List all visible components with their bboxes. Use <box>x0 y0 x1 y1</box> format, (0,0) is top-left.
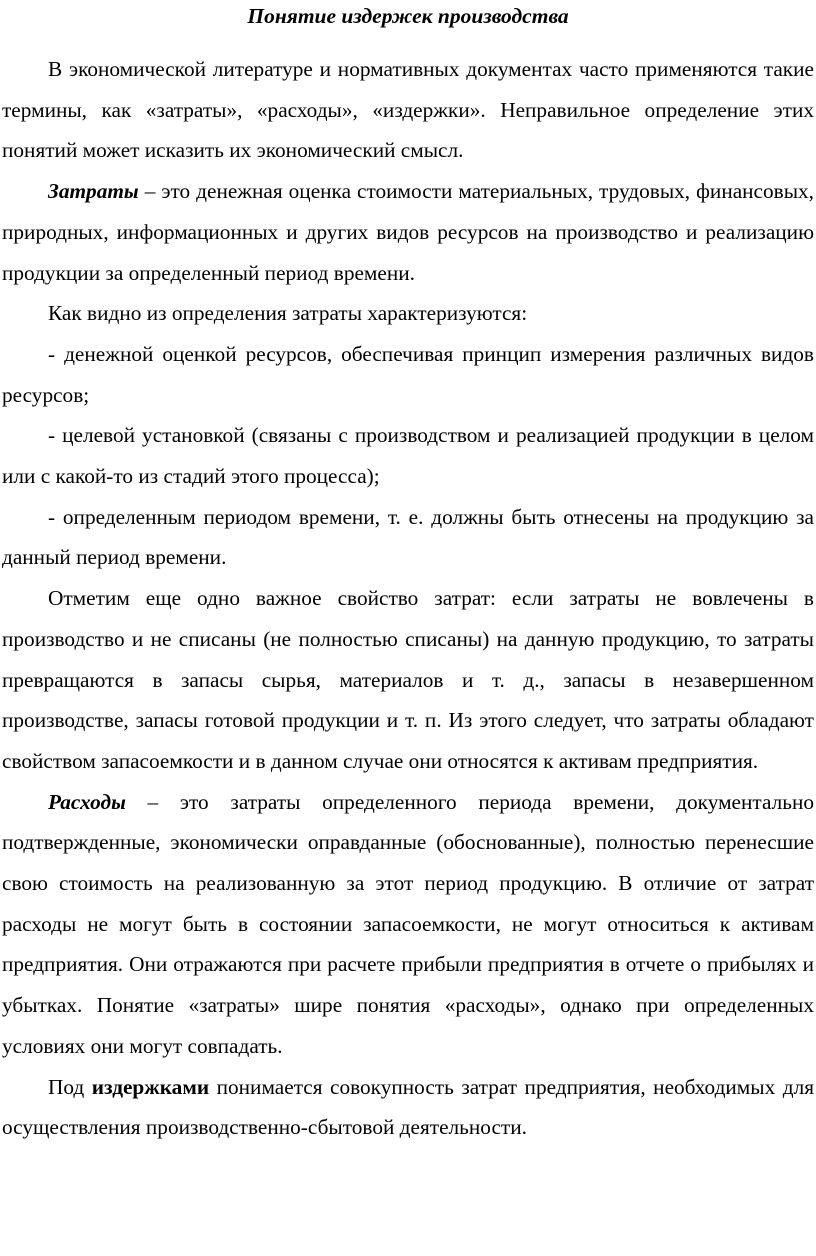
costs-definition-text: – это денежная оценка стоимости материальных, трудовых, финансовых, природных, информационных и других видов ресурсов на производство и реализацию продукции за определенный период времени. <box>2 179 814 285</box>
outlays-definition-text: понимается совокупность затрат предприятия, необходимых для осуществления производственно-сбытовой деятельности. <box>2 1074 815 1140</box>
term-outlays: издержками <box>91 1074 210 1099</box>
paragraph-costs-characteristics: Как видно из определения затраты характеризуются: <box>48 301 528 326</box>
term-costs: Затраты <box>48 179 139 204</box>
paragraph-expenses-definition <box>2 782 814 1067</box>
outlays-prefix: Под <box>48 1074 92 1099</box>
paragraph-outlays-definition <box>2 1067 814 1148</box>
document-page <box>2 0 814 1148</box>
paragraph-inventory-property: Отметим еще одно важное свойство затрат: если затраты не вовлечены в производство и не списаны (не полностью списаны) на данную продукцию, то затраты превращаются в запасы сырья, материалов и т. д., запасы в незавершенном производстве, запасы готовой продукции и т. п. Из этого следует, что затраты обладают свойством запасоемкости и в данном случае они относятся к активам предприятия. <box>2 586 814 773</box>
paragraph-intro: В экономической литературе и нормативных документах часто применяются такие термины, как «затраты», «расходы», «издержки». Неправильное определение этих понятий может исказить их экономический смысл. <box>2 57 814 163</box>
paragraph-costs-definition <box>2 171 814 293</box>
term-expenses: Расходы <box>48 789 126 814</box>
list-item-monetary-valuation: - денежной оценкой ресурсов, обеспечивая принцип измерения различных видов ресурсов; <box>2 341 814 407</box>
expenses-definition-text: – это затраты определенного периода времени, документально подтвержденные, экономически оправданные (обоснованные), полностью перенесшие свою стоимость на реализованную за этот период продукцию. В отличие от затрат расходы не могут быть в состоянии запасоемкости, не могут относиться к активам предприятия. Они отражаются при расчете прибыли предприятия в отчете о прибылях и убытках. Понятие «затраты» шире понятия «расходы», однако при определенных условиях они могут совпадать. <box>2 789 814 1058</box>
list-item-time-period: - определенным периодом времени, т. е. должны быть отнесены на продукцию за данный период времени. <box>2 504 814 570</box>
list-item-target-setting: - целевой установкой (связаны с производством и реализацией продукции в целом или с какой-то из стадий этого процесса); <box>2 423 814 489</box>
page-title: Понятие издержек производства <box>247 4 569 28</box>
